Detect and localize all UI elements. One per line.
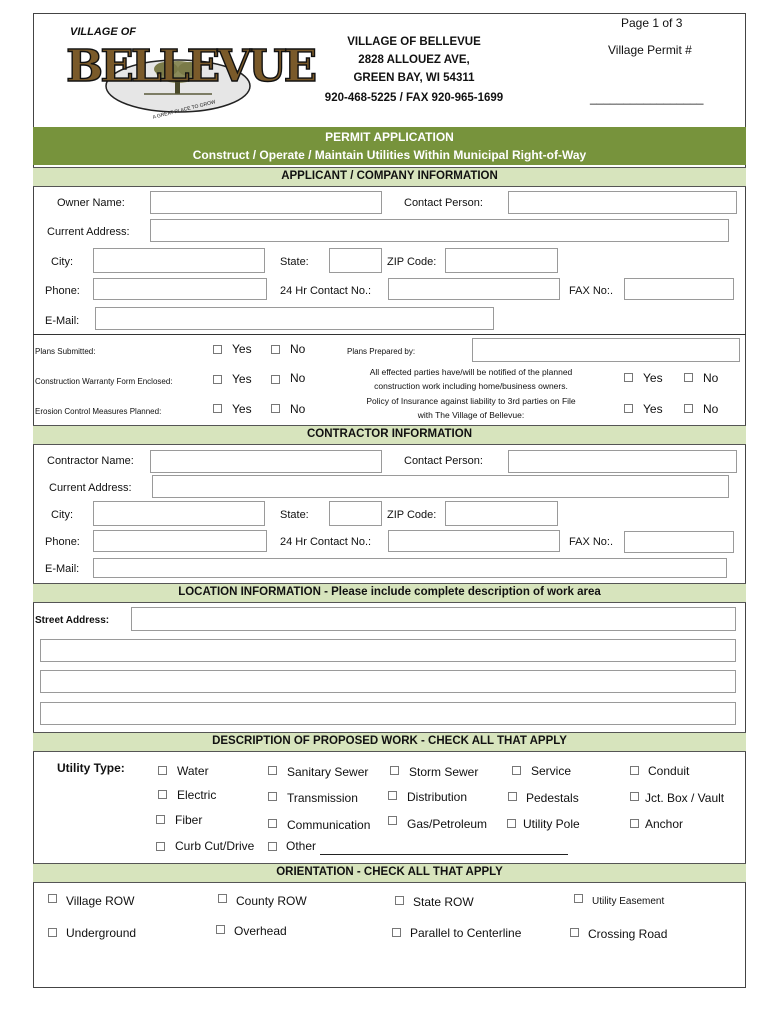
distribution-checkbox[interactable] bbox=[388, 791, 397, 800]
warranty-no-checkbox[interactable] bbox=[271, 375, 280, 384]
contractor-24hr-label: 24 Hr Contact No.: bbox=[280, 536, 372, 548]
orientation-section-header bbox=[33, 863, 746, 883]
erosion-yes-label: Yes bbox=[232, 402, 252, 416]
curb-cut-checkbox[interactable] bbox=[156, 842, 165, 851]
electric-checkbox[interactable] bbox=[158, 790, 167, 799]
location-description-line-3[interactable] bbox=[40, 702, 736, 725]
insurance-yes-checkbox[interactable] bbox=[624, 404, 633, 413]
distribution-label: Distribution bbox=[407, 790, 468, 804]
pedestals-label: Pedestals bbox=[526, 791, 579, 805]
water-label: Water bbox=[177, 764, 209, 778]
plans-submitted-yes-label: Yes bbox=[232, 342, 252, 356]
sanitary-sewer-checkbox[interactable] bbox=[268, 766, 277, 775]
org-address1: 2828 ALLOUEZ AVE, bbox=[358, 54, 470, 66]
applicant-24hr-label: 24 Hr Contact No.: bbox=[280, 285, 372, 297]
warranty-no-label: No bbox=[290, 371, 306, 385]
conduit-checkbox[interactable] bbox=[630, 766, 639, 775]
contractor-fax-label: FAX No:. bbox=[569, 536, 614, 548]
anchor-checkbox[interactable] bbox=[630, 819, 639, 828]
contractor-zip-field[interactable] bbox=[445, 501, 558, 526]
applicant-24hr-field[interactable] bbox=[388, 278, 560, 300]
parallel-checkbox[interactable] bbox=[392, 928, 401, 937]
plans-submitted-no-label: No bbox=[290, 342, 306, 356]
warranty-label: Construction Warranty Form Enclosed: bbox=[35, 377, 173, 386]
location-description-line-1[interactable] bbox=[40, 639, 736, 662]
insurance-label-line2: with The Village of Bellevue: bbox=[417, 410, 525, 420]
permit-title-band bbox=[33, 127, 746, 165]
utility-type-label: Utility Type: bbox=[57, 761, 125, 775]
crossing-road-checkbox[interactable] bbox=[570, 928, 579, 937]
anchor-label: Anchor bbox=[645, 817, 684, 831]
storm-sewer-checkbox[interactable] bbox=[390, 766, 399, 775]
applicant-email-label: E-Mail: bbox=[45, 315, 80, 327]
contractor-section-title: CONTRACTOR INFORMATION bbox=[306, 428, 473, 440]
section-divider bbox=[33, 334, 746, 335]
village-permit-blank[interactable]: _________________ bbox=[590, 91, 704, 105]
contractor-zip-label: ZIP Code: bbox=[387, 509, 437, 521]
overhead-checkbox[interactable] bbox=[216, 925, 225, 934]
applicant-phone-label: Phone: bbox=[45, 285, 80, 297]
contractor-address-field[interactable] bbox=[152, 475, 729, 498]
utility-pole-label: Utility Pole bbox=[523, 817, 580, 831]
transmission-label: Transmission bbox=[287, 791, 358, 805]
applicant-contact-person-field[interactable] bbox=[508, 191, 737, 214]
notified-yes-checkbox[interactable] bbox=[624, 373, 633, 382]
contractor-section-header bbox=[33, 425, 746, 445]
owner-name-field[interactable] bbox=[150, 191, 382, 214]
other-text-line[interactable] bbox=[320, 854, 568, 855]
logo-tagline: A GREAT PLACE TO GROW bbox=[152, 99, 217, 121]
orientation-section-title: ORIENTATION - CHECK ALL THAT APPLY bbox=[276, 866, 503, 878]
contractor-phone-field[interactable] bbox=[93, 530, 267, 552]
fiber-label: Fiber bbox=[175, 813, 203, 827]
page-number: Page 1 of 3 bbox=[621, 16, 683, 30]
sanitary-sewer-label: Sanitary Sewer bbox=[287, 765, 369, 779]
village-row-checkbox[interactable] bbox=[48, 894, 57, 903]
county-row-checkbox[interactable] bbox=[218, 894, 227, 903]
contractor-city-field[interactable] bbox=[93, 501, 265, 526]
applicant-address-label: Current Address: bbox=[47, 226, 130, 238]
other-checkbox[interactable] bbox=[268, 842, 277, 851]
insurance-no-checkbox[interactable] bbox=[684, 404, 693, 413]
notified-no-label: No bbox=[703, 371, 719, 385]
state-row-checkbox[interactable] bbox=[395, 896, 404, 905]
curb-cut-label: Curb Cut/Drive bbox=[175, 839, 255, 853]
underground-checkbox[interactable] bbox=[48, 928, 57, 937]
fiber-checkbox[interactable] bbox=[156, 815, 165, 824]
erosion-no-label: No bbox=[290, 402, 306, 416]
storm-sewer-label: Storm Sewer bbox=[409, 765, 479, 779]
utility-easement-checkbox[interactable] bbox=[574, 894, 583, 903]
street-address-label: Street Address: bbox=[35, 615, 110, 626]
village-row-label: Village ROW bbox=[66, 894, 135, 908]
contractor-phone-label: Phone: bbox=[45, 536, 80, 548]
notified-label-line1: All effected parties have/will be notified of the planned bbox=[369, 367, 573, 377]
conduit-label: Conduit bbox=[648, 764, 690, 778]
applicant-fax-label: FAX No:. bbox=[569, 285, 614, 297]
location-section-header bbox=[33, 583, 746, 603]
insurance-label-line1: Policy of Insurance against liability to 3rd parties on File bbox=[366, 396, 576, 406]
contractor-state-field[interactable] bbox=[329, 501, 382, 526]
contractor-city-label: City: bbox=[51, 509, 73, 521]
plans-submitted-label: Plans Submitted: bbox=[35, 347, 96, 356]
village-logo bbox=[62, 24, 315, 121]
permit-title: PERMIT APPLICATION bbox=[325, 130, 454, 144]
water-checkbox[interactable] bbox=[158, 766, 167, 775]
county-row-label: County ROW bbox=[236, 894, 307, 908]
contractor-name-field[interactable] bbox=[150, 450, 382, 473]
contractor-fax-field[interactable] bbox=[624, 531, 734, 553]
org-name: VILLAGE OF BELLEVUE bbox=[347, 36, 481, 48]
contractor-address-label: Current Address: bbox=[49, 482, 132, 494]
applicant-zip-field[interactable] bbox=[445, 248, 558, 273]
applicant-section-title: APPLICANT / COMPANY INFORMATION bbox=[281, 170, 498, 182]
insurance-yes-label: Yes bbox=[643, 402, 663, 416]
contractor-contact-person-label: Contact Person: bbox=[404, 455, 483, 467]
transmission-checkbox[interactable] bbox=[268, 792, 277, 801]
applicant-state-field[interactable] bbox=[329, 248, 382, 273]
location-section-title: LOCATION INFORMATION - Please include complete description of work area bbox=[178, 586, 601, 598]
applicant-fax-field[interactable] bbox=[624, 278, 734, 300]
crossing-road-label: Crossing Road bbox=[588, 927, 668, 941]
underground-label: Underground bbox=[66, 926, 137, 940]
work-section-title: DESCRIPTION OF PROPOSED WORK - CHECK ALL THAT APPLY bbox=[212, 735, 567, 747]
communication-label: Communication bbox=[287, 818, 371, 832]
applicant-state-label: State: bbox=[280, 256, 309, 268]
owner-name-label: Owner Name: bbox=[57, 197, 125, 209]
utility-pole-checkbox[interactable] bbox=[507, 819, 516, 828]
applicant-zip-label: ZIP Code: bbox=[387, 256, 437, 268]
utility-easement-label: Utility Easement bbox=[592, 896, 665, 907]
contractor-email-label: E-Mail: bbox=[45, 563, 80, 575]
communication-checkbox[interactable] bbox=[268, 819, 277, 828]
logo-main-text: BELLEVUE bbox=[66, 41, 315, 92]
gas-petroleum-checkbox[interactable] bbox=[388, 816, 397, 825]
plans-prepared-field[interactable] bbox=[472, 338, 740, 362]
service-checkbox[interactable] bbox=[512, 766, 521, 775]
plans-submitted-no-checkbox[interactable] bbox=[271, 345, 280, 354]
applicant-email-field[interactable] bbox=[95, 307, 494, 330]
contractor-contact-person-field[interactable] bbox=[508, 450, 737, 473]
electric-label: Electric bbox=[177, 788, 217, 802]
jct-box-label: Jct. Box / Vault bbox=[645, 791, 725, 805]
applicant-phone-field[interactable] bbox=[93, 278, 267, 300]
contractor-name-label: Contractor Name: bbox=[47, 455, 134, 467]
service-label: Service bbox=[531, 764, 572, 778]
notified-yes-label: Yes bbox=[643, 371, 663, 385]
village-permit-label: Village Permit # bbox=[608, 43, 692, 57]
applicant-city-label: City: bbox=[51, 256, 73, 268]
applicant-contact-person-label: Contact Person: bbox=[404, 197, 483, 209]
overhead-label: Overhead bbox=[234, 924, 287, 938]
notified-no-checkbox[interactable] bbox=[684, 373, 693, 382]
applicant-address-field[interactable] bbox=[150, 219, 729, 242]
state-row-label: State ROW bbox=[413, 895, 474, 909]
gas-petroleum-label: Gas/Petroleum bbox=[407, 817, 488, 831]
applicant-section-header bbox=[33, 167, 746, 187]
org-phone-fax: 920-468-5225 / FAX 920-965-1699 bbox=[324, 92, 504, 104]
plans-submitted-yes-checkbox[interactable] bbox=[213, 345, 222, 354]
insurance-no-label: No bbox=[703, 402, 719, 416]
applicant-city-field[interactable] bbox=[93, 248, 265, 273]
warranty-yes-checkbox[interactable] bbox=[213, 375, 222, 384]
erosion-no-checkbox[interactable] bbox=[271, 404, 280, 413]
notified-label-line2: construction work including home/business owners. bbox=[374, 381, 568, 391]
street-address-field[interactable] bbox=[131, 607, 736, 631]
pedestals-checkbox[interactable] bbox=[508, 792, 517, 801]
permit-subtitle: Construct / Operate / Maintain Utilities Within Municipal Right-of-Way bbox=[192, 148, 587, 162]
erosion-label: Erosion Control Measures Planned: bbox=[35, 407, 162, 416]
warranty-yes-label: Yes bbox=[232, 372, 252, 386]
contractor-email-field[interactable] bbox=[93, 558, 727, 578]
org-address2: GREEN BAY, WI 54311 bbox=[353, 72, 475, 84]
jct-box-checkbox[interactable] bbox=[630, 792, 639, 801]
work-section-header bbox=[33, 732, 746, 752]
other-label: Other bbox=[286, 839, 317, 853]
location-description-line-2[interactable] bbox=[40, 670, 736, 693]
erosion-yes-checkbox[interactable] bbox=[213, 404, 222, 413]
contractor-24hr-field[interactable] bbox=[388, 530, 560, 552]
contractor-state-label: State: bbox=[280, 509, 309, 521]
parallel-label: Parallel to Centerline bbox=[410, 926, 522, 940]
logo-top-text: VILLAGE OF bbox=[70, 26, 136, 38]
plans-prepared-label: Plans Prepared by: bbox=[347, 347, 416, 356]
